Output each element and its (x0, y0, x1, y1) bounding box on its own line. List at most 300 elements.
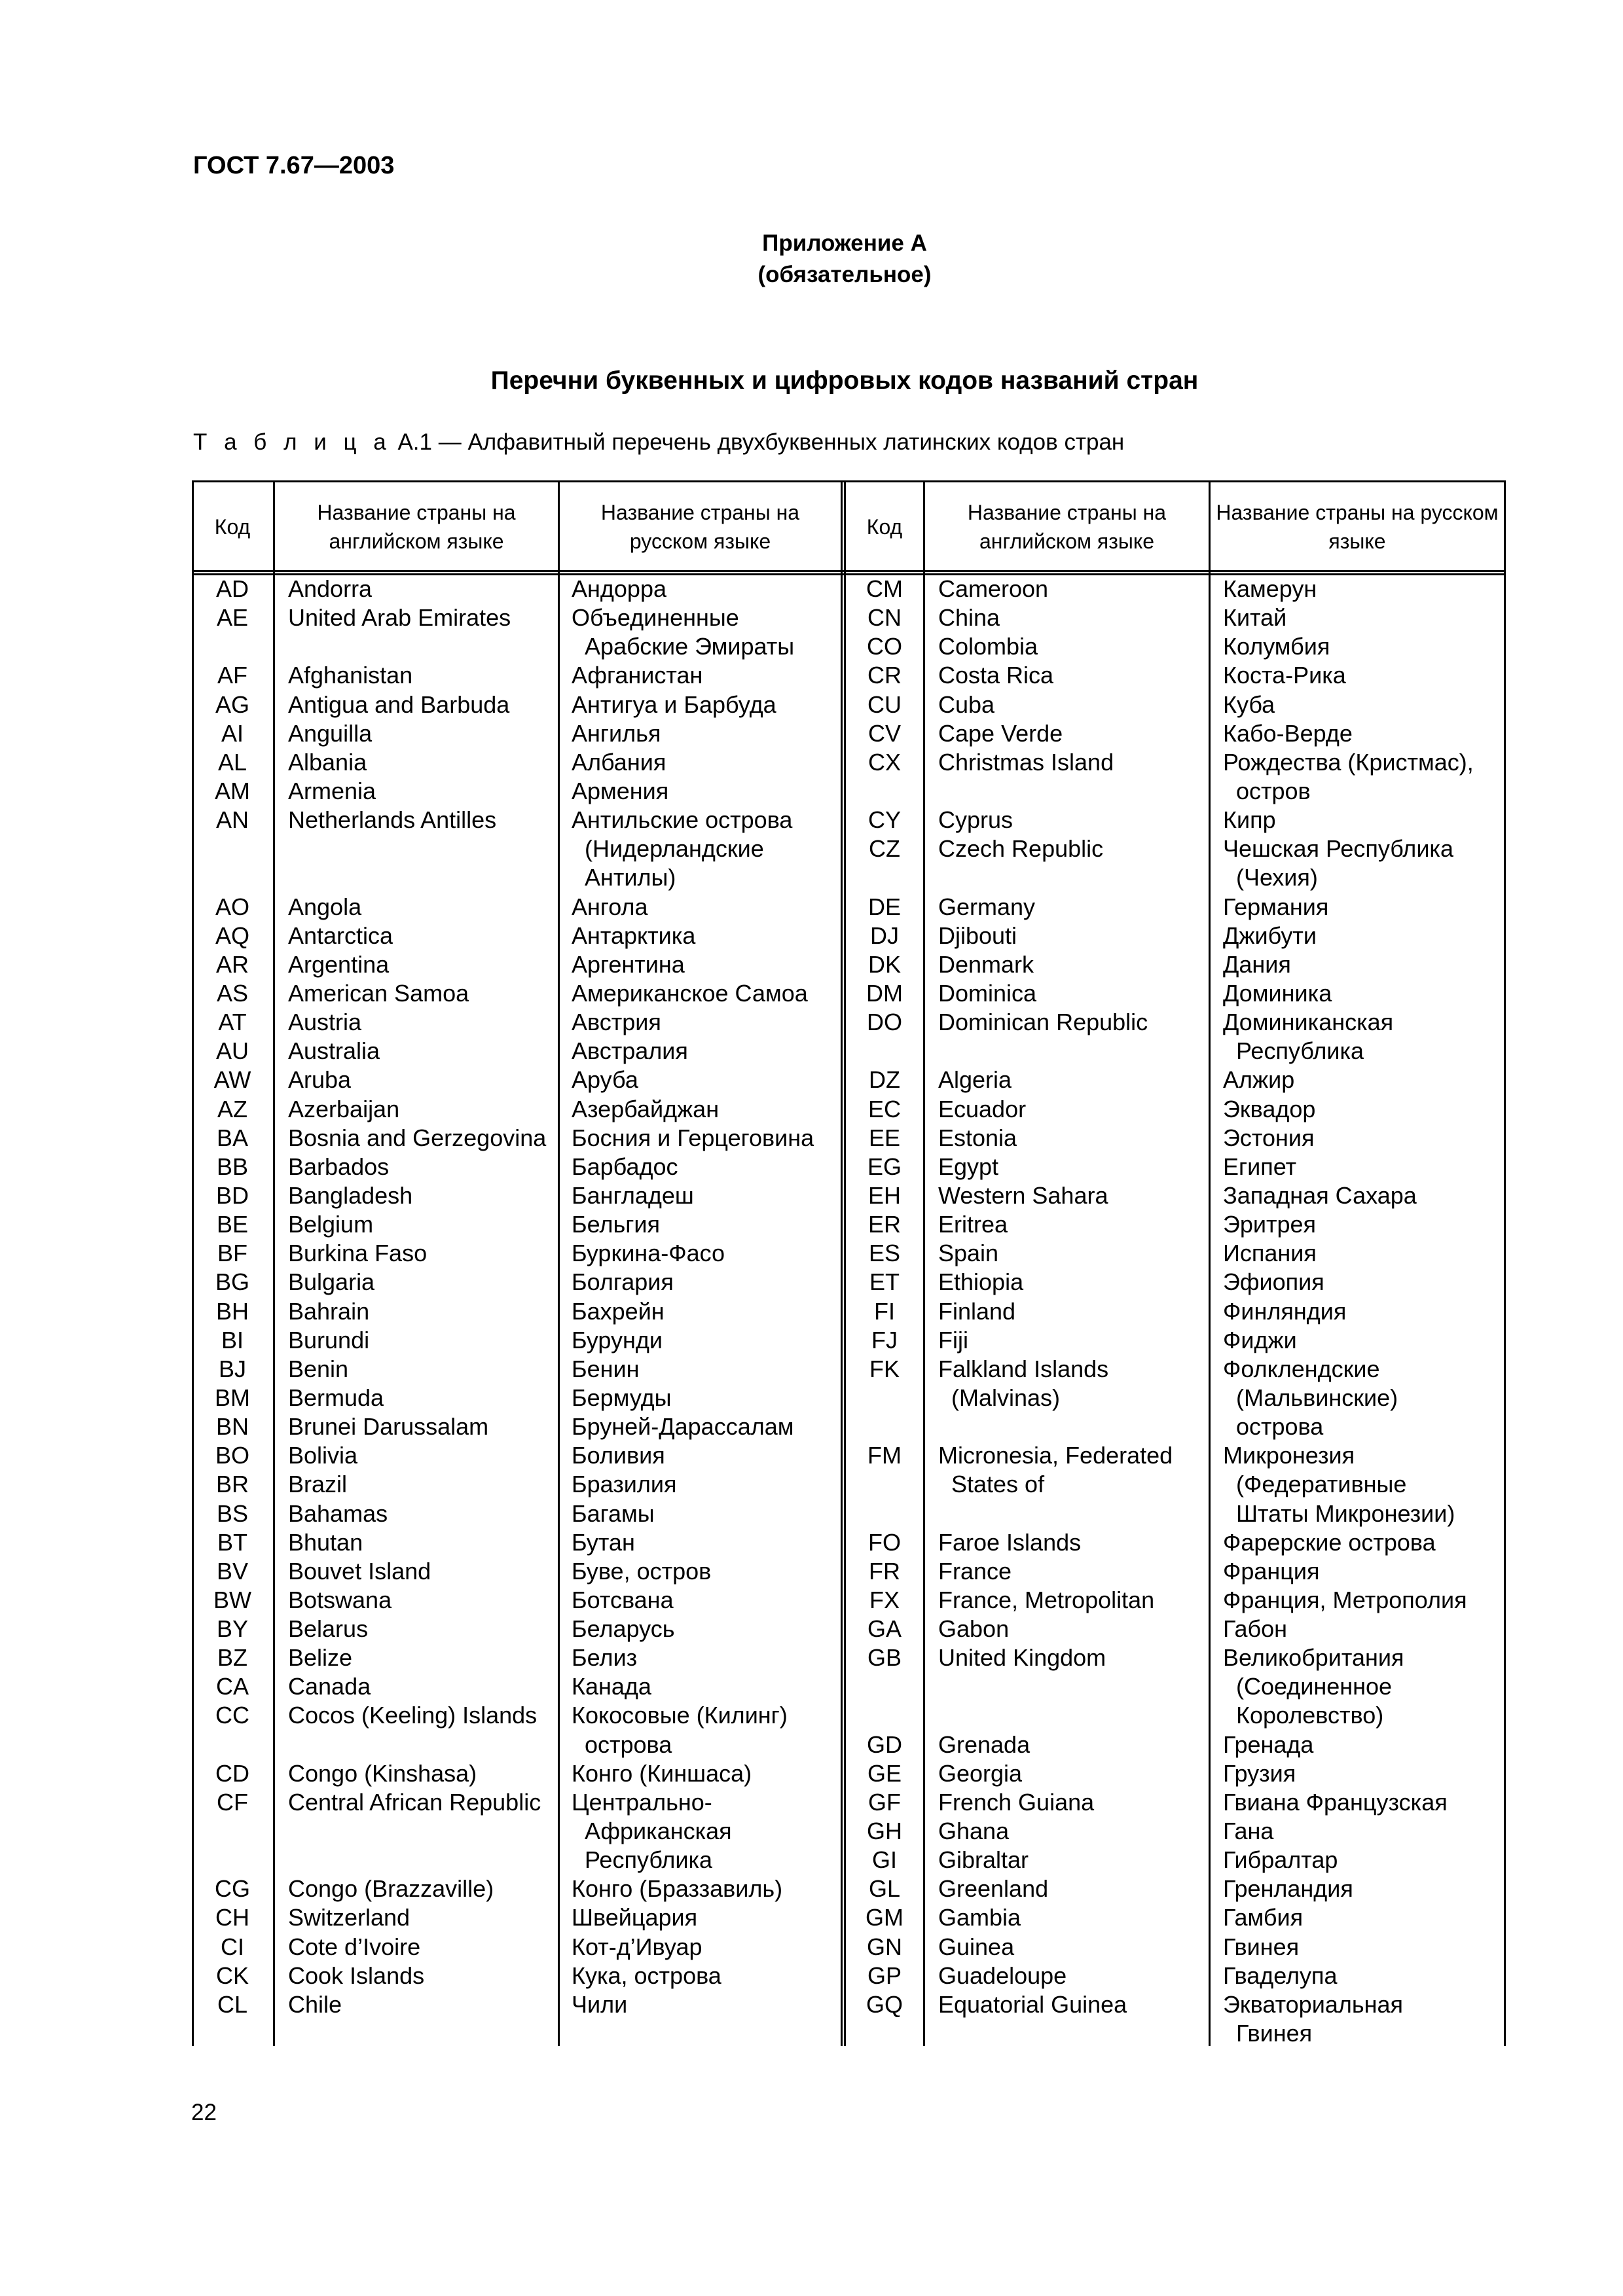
table-cell: CX (867, 748, 901, 776)
table-cell: Burundi (288, 1326, 370, 1354)
column-codes-left (192, 575, 273, 2019)
table-cell: Китай (1223, 604, 1287, 632)
table-cell: Congo (Brazzaville) (288, 1875, 494, 1903)
table-cell: BI (221, 1326, 244, 1354)
table-cell (288, 1731, 556, 1759)
table-cell: Congo (Kinshasa) (288, 1759, 477, 1787)
table-cell: Гвинея (1236, 2020, 1313, 2047)
table-cell: Christmas Island (938, 748, 1114, 776)
table-cell (846, 863, 923, 892)
table-cell: Объединенные (572, 604, 739, 632)
table-cell: Гибралтар (1223, 1846, 1338, 1874)
table-cell: Guinea (938, 1933, 1015, 1960)
table-cell: Cote d’Ivoire (288, 1933, 421, 1960)
table-cell (938, 777, 1207, 806)
table-cell: Болгария (572, 1268, 674, 1296)
table-cell: FI (874, 1297, 895, 1325)
table-cell: BE (216, 1211, 249, 1238)
table-cell: BB (216, 1153, 249, 1180)
table-cell: AN (215, 806, 249, 834)
table-cell: AF (217, 662, 247, 689)
table-col-divider (273, 480, 275, 2046)
table-cell: BT (217, 1528, 247, 1556)
table-cell: CH (215, 1904, 249, 1931)
table-cell: Ботсвана (572, 1586, 674, 1613)
table-cell (192, 834, 273, 863)
column-russian-right (1223, 575, 1503, 2048)
table-cell: Spain (938, 1240, 999, 1267)
table-cell: Боливия (572, 1442, 665, 1469)
table-cell (846, 1470, 923, 1499)
table-cell: Швейцария (572, 1904, 698, 1931)
table-cell: CR (867, 662, 902, 689)
table-cell: GD (867, 1731, 902, 1758)
table-cell: Dominican Republic (938, 1009, 1148, 1036)
table-cell: DE (867, 893, 901, 920)
table-cell: Кипр (1223, 806, 1276, 834)
table-cell: Burkina Faso (288, 1240, 428, 1267)
table-cell: Центрально- (572, 1788, 712, 1816)
table-cell: Gambia (938, 1904, 1021, 1931)
table-cell: Западная Сахара (1223, 1181, 1417, 1209)
table-cell: Djibouti (938, 922, 1017, 949)
table-cell: GB (867, 1644, 902, 1672)
header-russian-left: Название страны на русском языке (600, 501, 800, 553)
table-cell: Фиджи (1223, 1326, 1297, 1354)
table-cell: Estonia (938, 1124, 1017, 1151)
table-cell: Антарктика (572, 922, 696, 949)
table-cell: Argentina (288, 950, 390, 978)
table-cell: Чешская Республика (1223, 835, 1453, 863)
table-cell: Африканская (585, 1818, 732, 1845)
table-cell: Аргентина (572, 950, 685, 978)
table-cell: Доминика (1223, 979, 1332, 1007)
table-cell: Belize (288, 1644, 353, 1672)
table-cell: Гвиана Французская (1223, 1788, 1448, 1816)
table-cell: AO (215, 893, 249, 920)
table-cell: Angola (288, 893, 362, 920)
table-cell: Фарерские острова (1223, 1528, 1436, 1556)
table-cell (846, 1672, 923, 1701)
table-cell: AE (216, 604, 249, 632)
table-cell (938, 863, 1207, 892)
table-cell: остров (1236, 777, 1311, 804)
table-cell: GF (868, 1788, 901, 1816)
table-cell: GH (867, 1818, 902, 1845)
table-cell: Бангладеш (572, 1181, 694, 1209)
table-cell: BA (216, 1124, 249, 1151)
table-cell (846, 1499, 923, 1528)
table-cell: Aruba (288, 1066, 352, 1094)
header-english-left: Название страны на английском языке (317, 501, 516, 553)
column-english-left (288, 575, 556, 2019)
table-cell: France (938, 1557, 1012, 1585)
table-cell: Багамы (572, 1499, 655, 1527)
table-cell: FX (869, 1586, 900, 1613)
table-cell: Ghana (938, 1818, 1010, 1845)
table-cell: Гвинея (1223, 1933, 1300, 1960)
table-cell: Equatorial Guinea (938, 1990, 1127, 2018)
table-cell: BY (216, 1615, 249, 1643)
table-cell: AD (215, 575, 249, 602)
table-col-divider (1209, 480, 1211, 2046)
table-cell: FJ (871, 1326, 898, 1354)
table-cell: Armenia (288, 777, 376, 804)
table-cell: Гана (1223, 1818, 1274, 1845)
table-cell: Cocos (Keeling) Islands (288, 1702, 538, 1729)
table-cell (846, 1384, 923, 1412)
table-cell: AM (215, 777, 250, 804)
table-cell: Гамбия (1223, 1904, 1304, 1931)
table-cell: Central African Republic (288, 1788, 541, 1816)
table-cell (938, 2019, 1207, 2048)
table-cell: Georgia (938, 1759, 1023, 1787)
table-cell: DO (867, 1009, 902, 1036)
table-cell: AQ (215, 922, 249, 949)
table-cell: Аруба (572, 1066, 638, 1094)
country-codes-table (192, 480, 1506, 2046)
table-cell: Бенин (572, 1355, 640, 1382)
table-cell: BR (215, 1471, 249, 1498)
table-cell: Рождества (Кристмас), (1223, 748, 1474, 776)
table-cell: Cyprus (938, 806, 1013, 834)
table-cell: Guadeloupe (938, 1962, 1067, 1989)
table-cell: Bahrain (288, 1297, 370, 1325)
table-cell: BG (215, 1268, 249, 1296)
column-english-right (938, 575, 1207, 2048)
header-code-right: Код (866, 515, 903, 539)
table-cell: Fiji (938, 1326, 968, 1354)
table-cell: Австрия (572, 1009, 661, 1036)
table-cell: Anguilla (288, 719, 373, 747)
table-cell: Доминиканская (1223, 1009, 1394, 1036)
table-cell: AL (217, 748, 247, 776)
table-cell: BD (215, 1181, 249, 1209)
table-caption-text: А.1 — Алфавитный перечень двухбуквенных латинских кодов стран (391, 429, 1125, 455)
table-cell (192, 863, 273, 892)
table-cell: Египет (1223, 1153, 1297, 1180)
column-codes-right (846, 575, 923, 2048)
table-cell: CA (215, 1673, 249, 1700)
table-cell: China (938, 604, 1000, 632)
table-cell: острова (1236, 1413, 1324, 1441)
table-cell: Камерун (1223, 575, 1317, 602)
table-cell: Коста-Рика (1223, 662, 1346, 689)
table-cell: Austria (288, 1009, 362, 1036)
table-cell (846, 777, 923, 806)
table-cell (846, 1701, 923, 1730)
table-cell: Гваделупа (1223, 1962, 1338, 1989)
table-cell: (Чехия) (1236, 864, 1318, 891)
table-cell: Кот-д’Ивуар (572, 1933, 702, 1960)
table-cell: Конго (Киншаса) (572, 1759, 752, 1787)
table-cell: Беларусь (572, 1615, 675, 1643)
table-cell: BF (217, 1240, 247, 1267)
table-cell: Andorra (288, 575, 373, 602)
table-cell: Штаты Микронезии) (1236, 1499, 1455, 1527)
table-cell: BM (215, 1384, 250, 1411)
document-header: ГОСТ 7.67—2003 (193, 152, 395, 179)
table-cell: Bulgaria (288, 1268, 375, 1296)
table-cell: EH (867, 1181, 901, 1209)
table-cell: Micronesia, Federated (938, 1442, 1173, 1469)
table-cell: Faroe Islands (938, 1528, 1082, 1556)
table-cell: French Guiana (938, 1788, 1095, 1816)
table-cell: Бурунди (572, 1326, 663, 1354)
header-code-left: Код (214, 515, 251, 539)
table-cell: Cameroon (938, 575, 1049, 602)
header-russian-right: Название страны на русском языке (1216, 501, 1499, 553)
table-cell: AG (215, 691, 249, 718)
table-cell: Antarctica (288, 922, 393, 949)
table-cell: Brunei Darussalam (288, 1413, 489, 1441)
table-cell: Gabon (938, 1615, 1010, 1643)
table-cell: GI (871, 1846, 897, 1874)
table-cell (846, 1412, 923, 1441)
table-cell: Western Sahara (938, 1181, 1108, 1209)
table-cell: American Samoa (288, 979, 469, 1007)
table-cell: AI (221, 719, 244, 747)
table-cell: Chile (288, 1990, 342, 2018)
table-cell (938, 1701, 1207, 1730)
table-cell: Benin (288, 1355, 349, 1382)
table-cell: BS (216, 1499, 249, 1527)
table-cell: Азербайджан (572, 1095, 720, 1122)
table-cell: Куба (1223, 691, 1275, 718)
table-cell: Bouvet Island (288, 1557, 431, 1585)
table-cell: Netherlands Antilles (288, 806, 497, 834)
table-cell: GL (868, 1875, 901, 1903)
table-cell: ER (867, 1211, 901, 1238)
table-cell (288, 632, 556, 661)
column-russian-left (572, 575, 840, 2019)
table-cell: Австралия (572, 1037, 688, 1065)
table-cell: Canada (288, 1673, 371, 1700)
table-cell: FM (867, 1442, 902, 1469)
table-cell: CZ (869, 835, 900, 863)
table-cell: Eritrea (938, 1211, 1008, 1238)
table-cell: ET (869, 1268, 900, 1296)
table-cell: Bangladesh (288, 1181, 413, 1209)
appendix-title: Приложение А (762, 230, 927, 256)
table-cell: GE (867, 1759, 902, 1787)
table-cell: Belgium (288, 1211, 374, 1238)
table-cell: FK (869, 1355, 900, 1382)
table-cell: Барбадос (572, 1153, 678, 1180)
table-cell: Микронезия (1223, 1442, 1355, 1469)
table-cell: CD (215, 1759, 249, 1787)
section-title: Перечни буквенных и цифровых кодов названий стран (490, 367, 1199, 395)
table-cell: CO (867, 633, 902, 660)
table-cell: GN (867, 1933, 902, 1960)
table-cell: Кокосовые (Килинг) (572, 1702, 788, 1729)
table-cell: Czech Republic (938, 835, 1104, 863)
table-cell: Бермуды (572, 1384, 672, 1411)
table-cell: Гренландия (1223, 1875, 1353, 1903)
table-cell: Costa Rica (938, 662, 1054, 689)
table-cell: AZ (217, 1095, 247, 1122)
table-cell: Франция, Метрополия (1223, 1586, 1467, 1613)
table-cell: Бутан (572, 1528, 635, 1556)
table-cell: Barbados (288, 1153, 390, 1180)
table-cell: Великобритания (1223, 1644, 1404, 1672)
table-cell (938, 1499, 1207, 1528)
table-cell: Denmark (938, 950, 1034, 978)
table-cell: Гренада (1223, 1731, 1314, 1758)
table-cell (192, 1731, 273, 1759)
table-cell: CV (867, 719, 901, 747)
table-cell: Brazil (288, 1471, 348, 1498)
table-cell: (Федеративные (1236, 1471, 1407, 1498)
table-cell: BN (215, 1413, 249, 1441)
table-cell (288, 1846, 556, 1874)
table-cell: BZ (217, 1644, 247, 1672)
table-cell (288, 834, 556, 863)
table-cell: Эстония (1223, 1124, 1315, 1151)
table-cell: Антигуа и Барбуда (572, 691, 776, 718)
table-col-divider (558, 480, 560, 2046)
table-cell: AS (216, 979, 249, 1007)
table-cell: Армения (572, 777, 669, 804)
table-cell: CF (217, 1788, 248, 1816)
table-cell: Джибути (1223, 922, 1317, 949)
table-cell: Франция (1223, 1557, 1320, 1585)
table-cell: GQ (866, 1990, 903, 2018)
table-cell: Bermuda (288, 1384, 384, 1411)
table-cell (938, 1037, 1207, 1066)
table-cell: Ecuador (938, 1095, 1027, 1122)
table-cell: Германия (1223, 893, 1329, 920)
table-cell (846, 2019, 923, 2048)
table-cell: Антилы) (585, 864, 676, 891)
table-cell (288, 1817, 556, 1846)
table-cell (938, 1412, 1207, 1441)
table-cell: Germany (938, 893, 1036, 920)
table-cell: Республика (1236, 1037, 1364, 1065)
table-cell: Greenland (938, 1875, 1049, 1903)
table-cell: Bosnia and Gerzegovina (288, 1124, 547, 1151)
table-cell: EE (868, 1124, 901, 1151)
table-cell: Bahamas (288, 1499, 388, 1527)
table-cell: Cuba (938, 691, 995, 718)
table-cell: Albania (288, 748, 367, 776)
table-cell: United Arab Emirates (288, 604, 511, 632)
table-cell: France, Metropolitan (938, 1586, 1155, 1613)
table-cell: Эритрея (1223, 1211, 1317, 1238)
table-cell: (Malvinas) (951, 1384, 1061, 1411)
table-cell: Афганистан (572, 662, 703, 689)
table-cell: CY (867, 806, 901, 834)
table-cell: Egypt (938, 1153, 999, 1180)
table-cell: GP (867, 1962, 902, 1989)
table-cell: Bolivia (288, 1442, 358, 1469)
table-cell: BW (213, 1586, 251, 1613)
table-cell: Фолклендские (1223, 1355, 1380, 1382)
table-cell: Арабские Эмираты (585, 633, 795, 660)
table-cell: Afghanistan (288, 662, 413, 689)
table-cell (192, 632, 273, 661)
table-cell: CN (867, 604, 902, 632)
table-cell: Switzerland (288, 1904, 410, 1931)
table-cell: CC (215, 1702, 249, 1729)
table-cell: Республика (585, 1846, 713, 1874)
table-cell: United Kingdom (938, 1644, 1106, 1672)
table-cell: Буве, остров (572, 1557, 712, 1585)
table-cell: Чили (572, 1990, 628, 2018)
appendix-subtitle: (обязательное) (757, 262, 932, 287)
table-cell: Буркина-Фасо (572, 1240, 725, 1267)
table-cell (192, 1846, 273, 1874)
header-english-right: Название страны на английском языке (967, 501, 1167, 553)
table-cell: Испания (1223, 1240, 1317, 1267)
table-cell: Американское Самоа (572, 979, 808, 1007)
page-number: 22 (191, 2100, 217, 2125)
table-cell: Falkland Islands (938, 1355, 1109, 1382)
table-cell (192, 1817, 273, 1846)
table-cell: Ethiopia (938, 1268, 1024, 1296)
table-cell: Андорра (572, 575, 666, 602)
table-cell: Белиз (572, 1644, 638, 1672)
table-cell: Габон (1223, 1615, 1288, 1643)
table-cell: Босния и Герцеговина (572, 1124, 814, 1151)
table-cell: Cape Verde (938, 719, 1063, 747)
table-cell: Azerbaijan (288, 1095, 400, 1122)
table-caption-label: Т а б л и ц а (193, 429, 392, 455)
table-cell: CM (866, 575, 903, 602)
table-cell: Экваториальная (1223, 1990, 1403, 2018)
table-cell (288, 863, 556, 892)
table-cell: AW (213, 1066, 251, 1094)
table-cell: Ангола (572, 893, 648, 920)
table-cell: Финляндия (1223, 1297, 1347, 1325)
table-cell: Бразилия (572, 1471, 677, 1498)
table-cell: FR (869, 1557, 900, 1585)
table-cell: Cook Islands (288, 1962, 425, 1989)
table-cell: Бельгия (572, 1211, 660, 1238)
table-cell: Антильские острова (572, 806, 793, 834)
table-cell: Ангилья (572, 719, 661, 747)
table-cell: Кука, острова (572, 1962, 721, 1989)
table-cell: CL (217, 1990, 248, 2018)
table-cell: (Нидерландские (585, 835, 764, 863)
table-cell: острова (585, 1731, 672, 1758)
table-cell: BJ (218, 1355, 246, 1382)
table-cell: Бахрейн (572, 1297, 665, 1325)
table-cell: DZ (869, 1066, 900, 1094)
table-cell: Кабо-Верде (1223, 719, 1353, 747)
table-cell: AR (215, 950, 249, 978)
table-cell: CU (867, 691, 902, 718)
table-cell: EC (867, 1095, 901, 1122)
table-cell: Канада (572, 1673, 651, 1700)
table-cell: BH (215, 1297, 249, 1325)
table-cell: Албания (572, 748, 666, 776)
table-cell: Algeria (938, 1066, 1012, 1094)
table-cell: (Соединенное (1236, 1673, 1393, 1700)
table-cell: Эфиопия (1223, 1268, 1324, 1296)
table-cell: BO (215, 1442, 249, 1469)
table-cell: DM (866, 979, 903, 1007)
table-cell: BV (216, 1557, 249, 1585)
table-cell: Дания (1223, 950, 1291, 978)
table-cell: Bhutan (288, 1528, 363, 1556)
table-cell: GM (866, 1904, 903, 1931)
table-cell: Finland (938, 1297, 1016, 1325)
table-border-right (1504, 480, 1506, 2046)
table-cell: CK (215, 1962, 249, 1989)
table-col-divider (923, 480, 925, 2046)
table-cell: AT (218, 1009, 247, 1036)
